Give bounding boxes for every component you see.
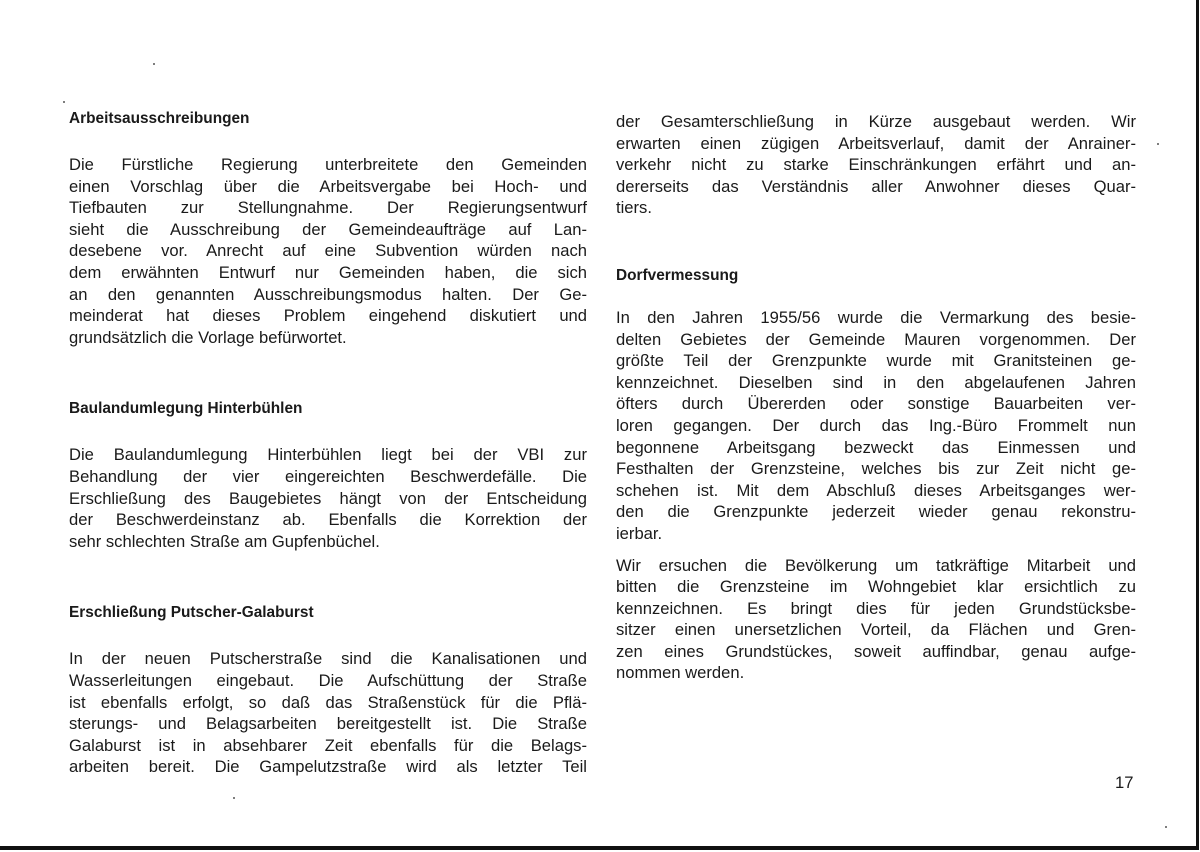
text-line: Wir ersuchen die Bevölkerung um tatkräftige Mitarbeit und	[616, 555, 1136, 575]
text-line: sitzer einen unersetzlichen Vorteil, da Flächen und Gren-	[616, 620, 1136, 640]
text-line: begonnene Arbeitsgang bezweckt das Einmessen und	[616, 437, 1136, 457]
text-line: der Beschwerdeinstanz ab. Ebenfalls die Korrektion der	[69, 510, 587, 530]
text-line: kennzeichnet. Dieselben sind in den abgelaufenen Jahren	[616, 372, 1136, 392]
text-line: schehen ist. Mit dem Abschluß dieses Arbeitsganges wer-	[616, 480, 1136, 500]
text-line: ierbar.	[616, 523, 663, 543]
text-line: sterungs- und Belagsarbeiten bereitgestellt ist. Die Straße	[69, 714, 587, 734]
paragraph-dorfvermessung-1	[616, 307, 1136, 545]
text-line: Wasserleitungen eingebaut. Die Aufschüttung der Straße	[69, 670, 587, 690]
paragraph-erschliessung	[69, 648, 587, 778]
paragraph-continuation	[616, 111, 1136, 219]
text-line: Die Fürstliche Regierung unterbreitete den Gemeinden	[69, 155, 587, 174]
scan-speck	[153, 63, 155, 65]
text-line: nommen werden.	[616, 663, 745, 683]
scan-speck	[1157, 143, 1159, 145]
text-line: dem erwähnten Entwurf nur Gemeinden haben, die sich	[69, 262, 587, 282]
heading-arbeitsausschreibungen: Arbeitsausschreibungen	[69, 110, 250, 127]
text-line: grundsätzlich die Vorlage befürwortet.	[69, 327, 347, 347]
text-line: In den Jahren 1955/56 wurde die Vermarkung des besie-	[616, 307, 1136, 327]
text-line: meinderat hat dieses Problem eingehend diskutiert und	[69, 306, 587, 326]
text-line: dererseits das Verständnis aller Anwohner dieses Quar-	[616, 176, 1136, 196]
text-line: an den genannten Ausschreibungsmodus halten. Der Ge-	[69, 284, 587, 304]
scan-speck	[1165, 826, 1167, 828]
text-line: loren gegangen. Der durch das Ing.-Büro Frommelt nun	[616, 415, 1136, 435]
heading-dorfvermessung: Dorfvermessung	[616, 266, 739, 284]
text-line: einen Vorschlag über die Arbeitsvergabe bei Hoch- und	[69, 176, 587, 196]
text-line: sehr schlechten Straße am Gupfenbüchel.	[69, 531, 380, 551]
text-line: ist ebenfalls erfolgt, so daß das Straßenstück für die Pflä-	[69, 692, 587, 712]
text-line: bitten die Grenzsteine im Wohngebiet klar ersichtlich zu	[616, 577, 1136, 597]
text-line: sieht die Ausschreibung der Gemeindeaufträge auf Lan-	[69, 219, 587, 239]
text-line: In der neuen Putscherstraße sind die Kanalisationen und	[69, 649, 587, 669]
heading-erschliessung: Erschließung Putscher-Galaburst	[69, 604, 314, 622]
heading-baulandumlegung: Baulandumlegung Hinterbühlen	[69, 400, 303, 418]
text-line: Galaburst ist in absehbarer Zeit ebenfalls für die Belags-	[69, 735, 587, 755]
text-line: Festhalten der Grenzsteine, welches bis zur Zeit nicht ge-	[616, 459, 1136, 479]
text-line: den die Grenzpunkte jederzeit wieder genau rekonstru-	[616, 502, 1136, 522]
page-number: 17	[1115, 773, 1134, 792]
left-column	[69, 108, 587, 778]
text-line: verkehr nicht zu starke Einschränkungen erfährt und an-	[616, 155, 1136, 175]
text-line: erwarten einen zügigen Arbeitsverlauf, damit der Anrainer-	[616, 133, 1136, 153]
text-line: größte Teil der Grenzpunkte wurde mit Granitsteinen ge-	[616, 351, 1136, 371]
text-line: Erschließung des Baugebietes hängt von der Entscheidung	[69, 488, 587, 508]
text-line: Die Baulandumlegung Hinterbühlen liegt bei der VBI zur	[69, 445, 587, 465]
text-line: kennzeichnen. Es bringt dies für jeden Grundstücksbe-	[616, 598, 1136, 618]
text-line: Behandlung der vier eingereichten Beschwerdefälle. Die	[69, 466, 587, 486]
scan-speck	[63, 101, 65, 103]
scan-speck	[233, 797, 235, 799]
text-line: delten Gebietes der Gemeinde Mauren vorgenommen. Der	[616, 329, 1136, 349]
text-line: desebene vor. Anrecht auf eine Subvention würden nach	[69, 241, 587, 261]
text-line: zen eines Grundstückes, soweit auffindbar, genau aufge-	[616, 641, 1136, 661]
text-line: öfters durch Übererden oder sonstige Bauarbeiten ver-	[616, 394, 1136, 414]
paragraph-baulandumlegung	[69, 444, 587, 552]
text-line: tiers.	[616, 198, 652, 218]
paragraph-arbeitsausschreibungen	[69, 154, 587, 348]
text-line: arbeiten bereit. Die Gampelutzstraße wird als letzter Teil	[69, 757, 587, 777]
text-line: Tiefbauten zur Stellungnahme. Der Regierungsentwurf	[69, 198, 587, 218]
paragraph-dorfvermessung-2	[616, 555, 1136, 685]
text-line: der Gesamterschließung in Kürze ausgebaut werden. Wir	[616, 112, 1136, 131]
right-column	[616, 111, 1136, 684]
